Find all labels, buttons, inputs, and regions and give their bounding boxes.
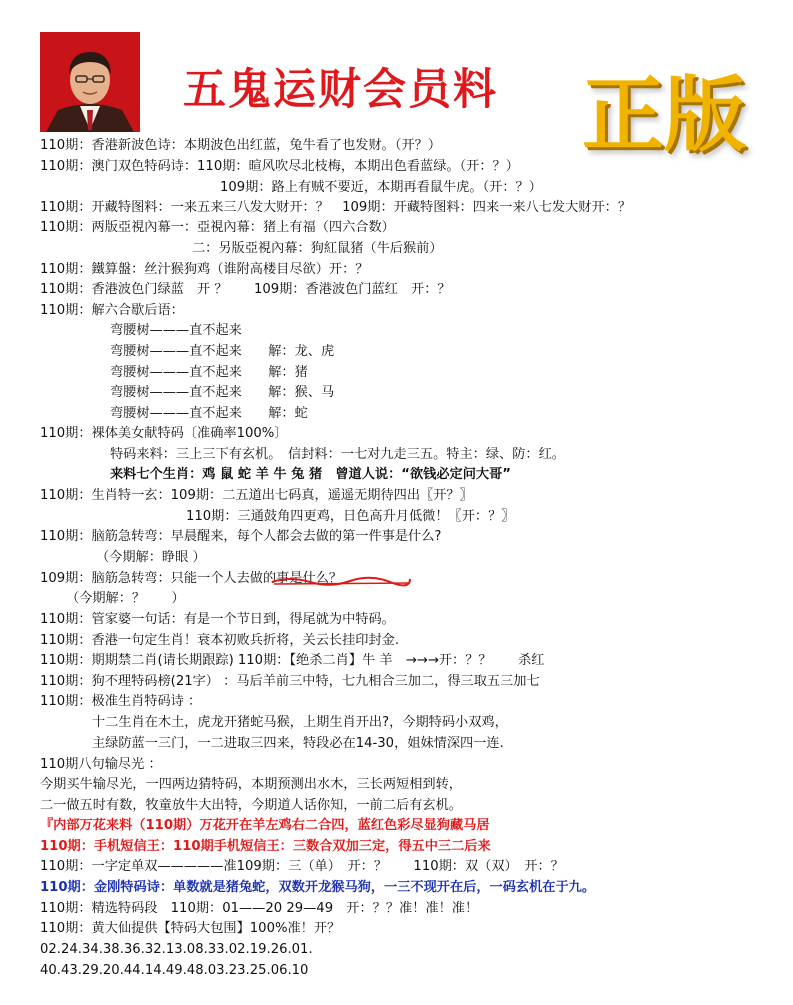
- text-line: 109期：路上有贼不要近，本期再看鼠牛虎。（开：？）: [220, 180, 542, 195]
- text-line: 110期：裸体美女献特码〔准确率100%〕: [40, 426, 288, 441]
- text-line: 110期：狗不理特码榜(21字） ：马后羊前三中特，七九相合三加二，得三取五三加七: [40, 674, 540, 689]
- text-line: 弯腰树———直不起来 解：猪: [110, 365, 308, 380]
- text-line: 110期：管家婆一句话：有是一个节日到，得尾就为中特码。: [40, 612, 395, 627]
- text-line: 110期：香港波色门绿蓝 开 ？ 109期：香港波色门蓝红 开：？: [40, 282, 451, 297]
- text-line: 110期：精选特码段 110期：01——20 29—49 开：？？准！准！准！: [40, 901, 479, 916]
- text-line: 110期：两版亞視內幕一：亞視內幕：猪上有福（四六合数）: [40, 220, 395, 235]
- text-line: 弯腰树———直不起来: [110, 323, 242, 338]
- text-line: 110期：解六合歇后语：: [40, 303, 184, 318]
- text-line: 40.43.29.20.44.14.49.48.03.23.25.06.10: [40, 963, 309, 978]
- text-line: 二一做五时有数，牧童放牛大出特，今期道人话你知，一前二后有玄机。: [40, 798, 462, 813]
- text-line: 十二生肖在木土，虎龙开猪蛇马猴，上期生肖开出?，今期特码小双鸡，: [92, 715, 508, 730]
- text-line: 弯腰树———直不起来 解：龙、虎: [110, 344, 335, 359]
- text-line: 今期买牛输尽光，一四两边猜特码，本期预测出水木，三长两短相到转，: [40, 777, 462, 792]
- text-line: 110期：生肖特一玄：109期：二五道出七码真，遥遥无期待四出〖开？〗: [40, 488, 473, 503]
- text-line: 110期：开藏特图料：一来五来三八发大财开：？ 109期：开藏特图料：四来一来八七发大财开：？: [40, 200, 632, 215]
- text-line: 110期：脑筋急转弯：早晨醒来，每个人都会去做的第一件事是什么?: [40, 529, 442, 544]
- text-line: 特码来料：三上三下有玄机。 信封料：一七对九走三五。特主：绿、防：红。: [110, 447, 565, 462]
- red-scribble: [270, 573, 412, 587]
- text-line: （今期解：睁眼 ）: [96, 550, 206, 565]
- text-line: 110期：鐵算盤：丝汁猴狗鸡（谁附高楼目尽欲）开：？: [40, 262, 369, 277]
- portrait-photo: [40, 32, 140, 132]
- text-line: 110期：香港新波色诗：本期波色出红蓝，兔牛看了也发财。（开？）: [40, 138, 442, 153]
- text-line: 110期：极准生肖特码诗 ：: [40, 694, 202, 709]
- text-line: （今期解：？ ）: [66, 591, 185, 606]
- text-line: 110期：期期禁二肖(请长期跟踪) 110期：【绝杀二肖】牛 羊 →→→开：？？ 杀红: [40, 653, 545, 668]
- text-line: 110期：一字定单双—————准109期：三（单） 开：？ 110期：双（双） 开：？: [40, 859, 564, 874]
- text-line: 110期：手机短信王：110期手机短信王：三数合双加三定，得五中三二后来: [40, 839, 491, 854]
- text-line: 110期八句输尽光 ：: [40, 757, 162, 772]
- text-line: 弯腰树———直不起来 解：猴、马: [110, 385, 335, 400]
- text-line: 二：另版亞視內幕：狗紅鼠猪（牛后猴前）: [192, 241, 443, 256]
- text-line: 主绿防蓝一三门，一二进取三四来，特段必在14-30，姐妹情深四一连.: [92, 736, 504, 751]
- text-line: 110期：黄大仙提供【特码大包围】100%准！开？: [40, 921, 341, 936]
- text-line: 弯腰树———直不起来 解：蛇: [110, 406, 308, 421]
- text-line: 110期：三通鼓角四更鸡，日色高升月低微！〖开：？〗: [186, 509, 515, 524]
- text-line: 『内部万花来料（110期）万花开在羊左鸡右二合四，蓝红色彩尽显狗藏马居: [40, 818, 490, 833]
- text-line: 110期：澳门双色特码诗：110期：暄风吹尽北枝梅，本期出色看蓝绿。（开：？）: [40, 159, 519, 174]
- text-line: 110期：香港一句定生肖！衰本初败兵折将，关云长挂印封金.: [40, 633, 400, 648]
- text-line: 02.24.34.38.36.32.13.08.33.02.19.26.01.: [40, 942, 313, 957]
- page-title: 五鬼运财会员料: [183, 65, 498, 115]
- text-line: 110期：金刚特码诗：单数就是猪兔蛇，双数开龙猴马狗，一三不现开在后，一码玄机在于九。: [40, 880, 596, 895]
- authentic-stamp: 正版: [582, 67, 747, 163]
- text-line: 109期：脑筋急转弯：只能一个人去做的事是什么？: [40, 571, 343, 586]
- text-line: 来料七个生肖：鸡 鼠 蛇 羊 牛 兔 猪 曾道人说：“欲钱必定问大哥”: [110, 467, 511, 482]
